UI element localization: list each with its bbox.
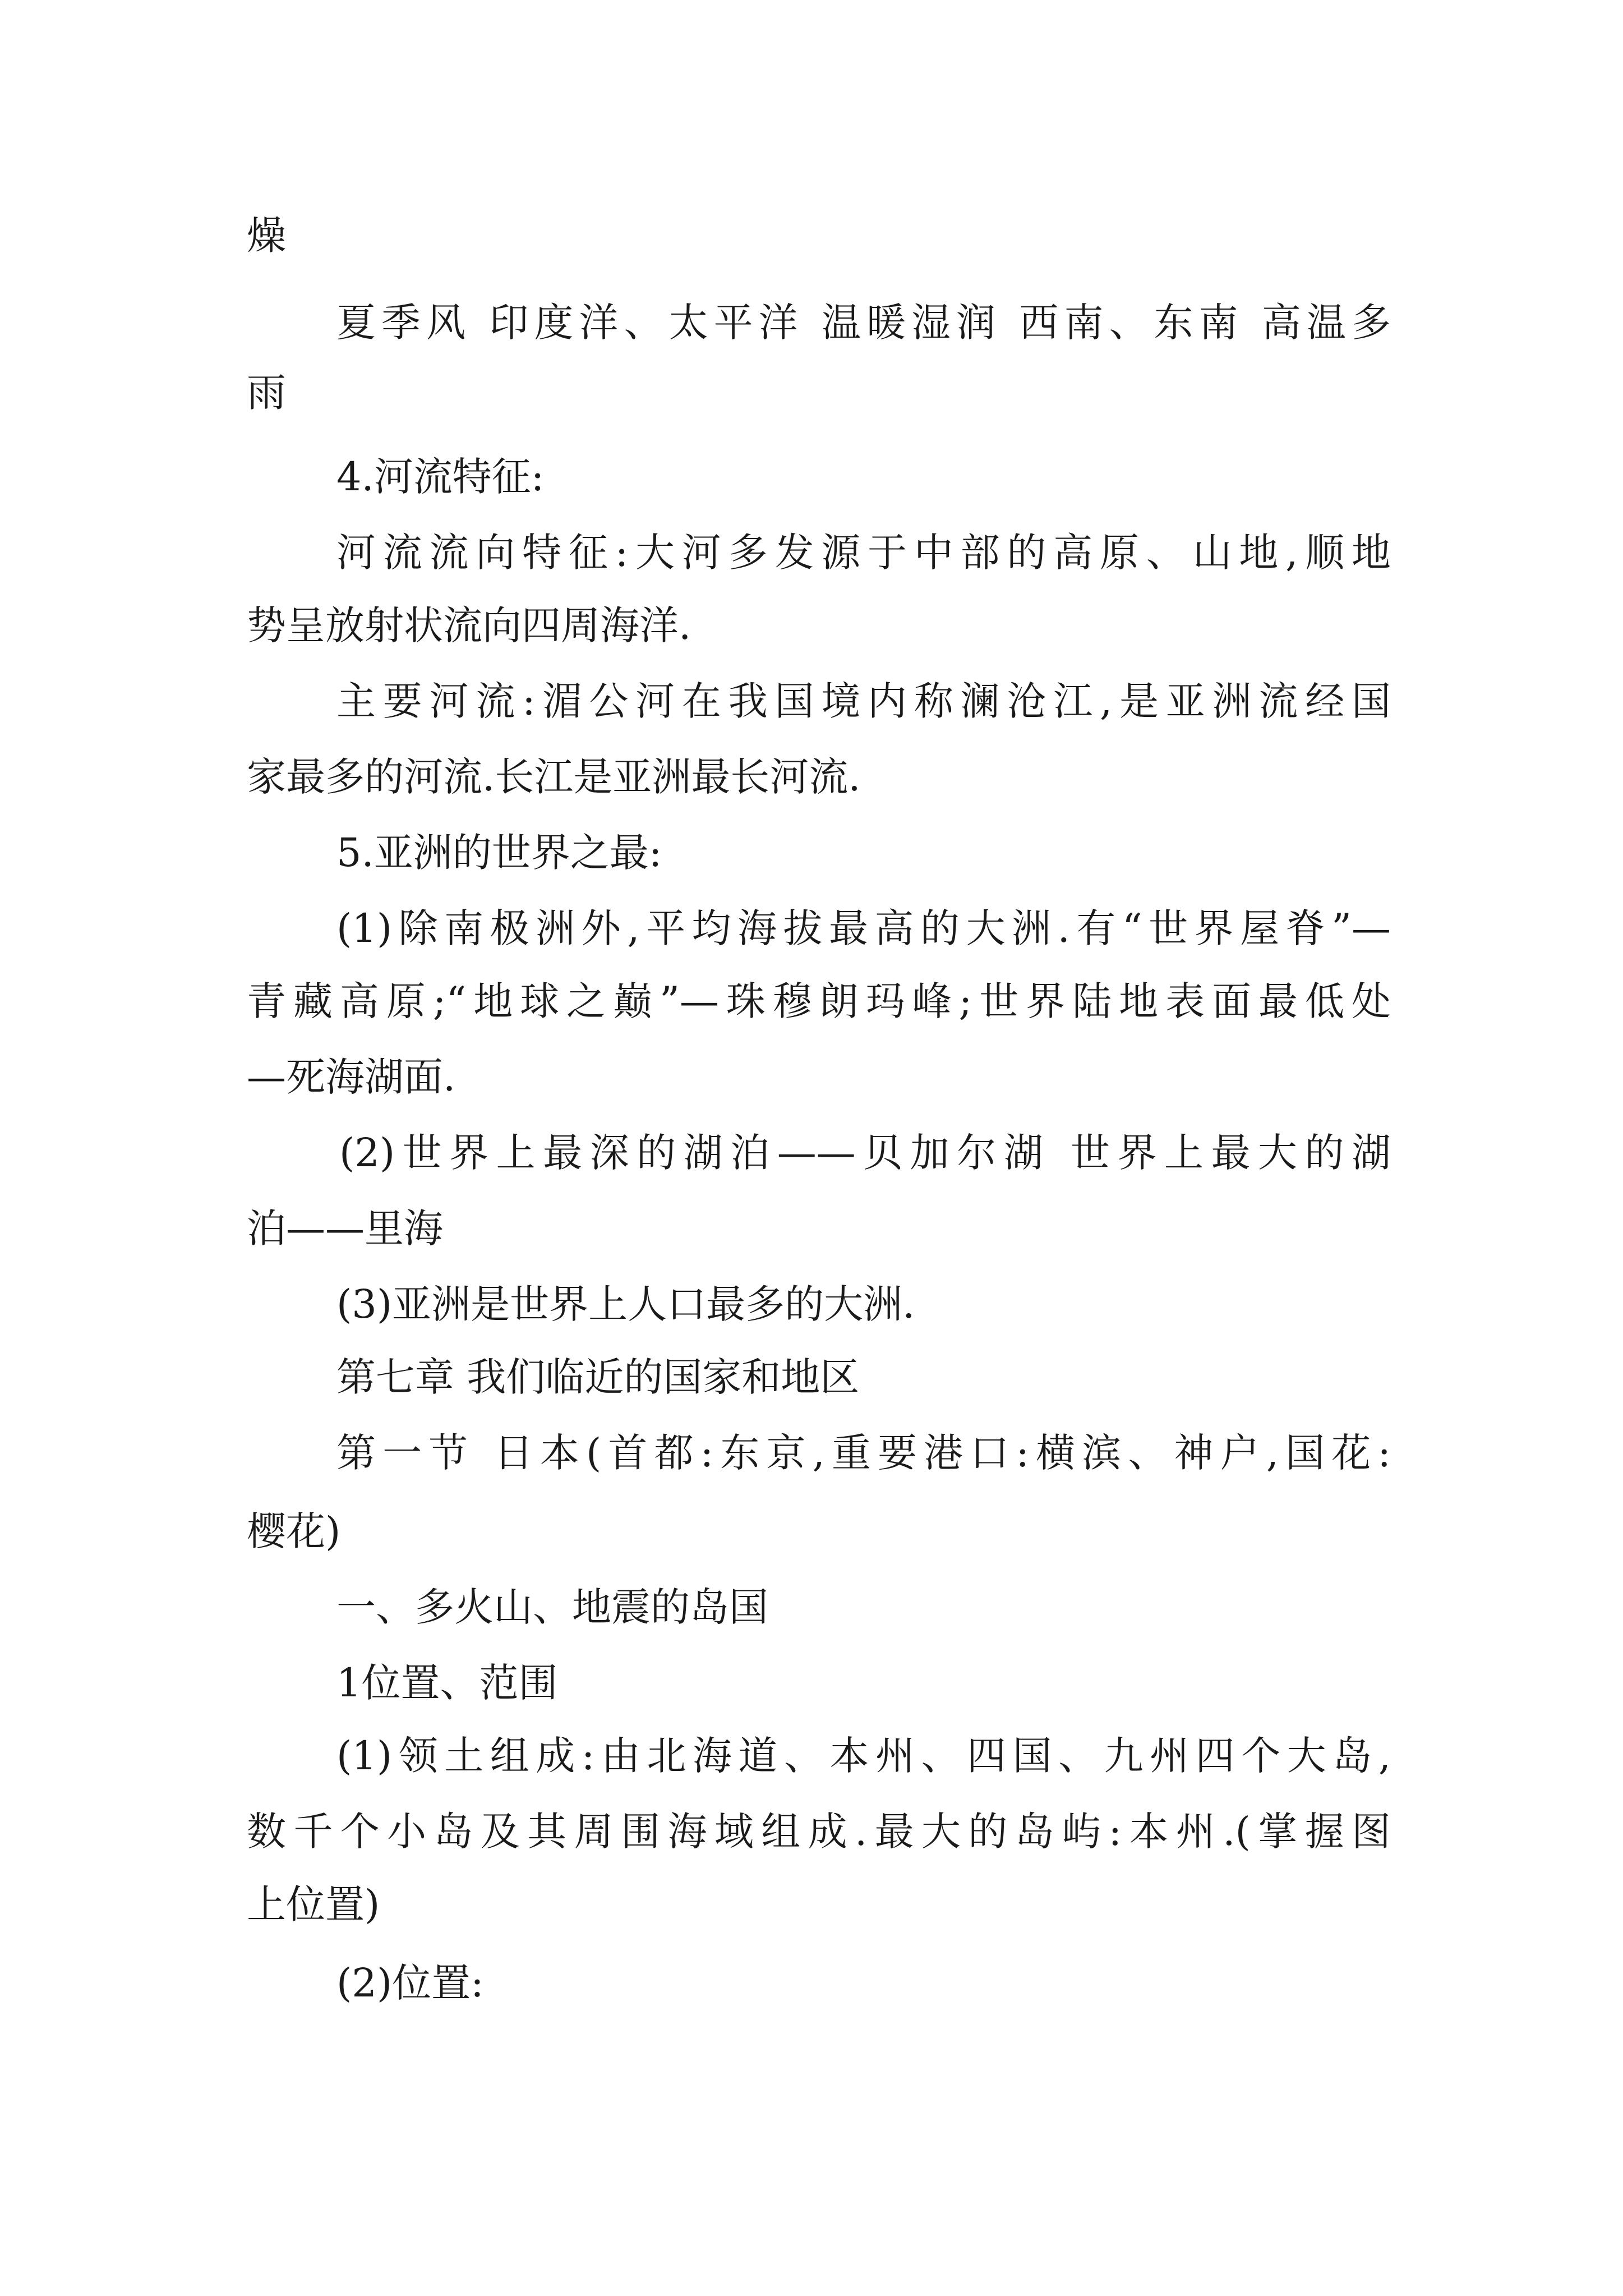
text-line: (1)除南极洲外,平均海拔最高的大洲.有“世界屋脊”— [336,905,1391,951]
text-line: 樱花) [247,1508,341,1554]
text-line: (2)位置: [336,1960,484,2006]
text-line: 第七章 我们临近的国家和地区 [336,1354,860,1400]
text-line: 河流流向特征:大河多发源于中部的高原、山地,顺地 [336,530,1391,576]
text-line: 1位置、范围 [336,1660,558,1706]
text-line: 主要河流:湄公河在我国境内称澜沧江,是亚洲流经国 [336,678,1391,724]
text-line: 一、多火山、地震的岛国 [336,1584,768,1630]
text-line: 上位置) [247,1881,380,1927]
text-line: 雨 [247,370,286,416]
text-line: —死海湖面. [247,1054,456,1100]
text-line: 家最多的河流.长江是亚洲最长河流. [247,754,861,800]
text-line: 夏季风 印度洋、太平洋 温暖湿润 西南、东南 高温多 [336,300,1391,346]
text-line: 泊——里海 [247,1205,443,1251]
text-line: 数千个小岛及其周围海域组成.最大的岛屿:本州.(掌握图 [247,1809,1391,1855]
text-line: 燥 [247,213,286,259]
text-line: (1)领土组成:由北海道、本州、四国、九州四个大岛, [336,1733,1391,1779]
text-line: 势呈放射状流向四周海洋. [247,602,691,648]
text-line: (2)世界上最深的湖泊——贝加尔湖 世界上最大的湖 [339,1130,1391,1176]
text-line: 5.亚洲的世界之最: [336,830,662,876]
text-line: 第一节 日本(首都:东京,重要港口:横滨、神户,国花: [336,1430,1391,1476]
text-line: 青藏高原;“地球之巅”—珠穆朗玛峰;世界陆地表面最低处 [247,978,1391,1024]
text-line: (3)亚洲是世界上人口最多的大洲. [336,1281,915,1327]
text-line: 4.河流特征: [336,454,545,500]
